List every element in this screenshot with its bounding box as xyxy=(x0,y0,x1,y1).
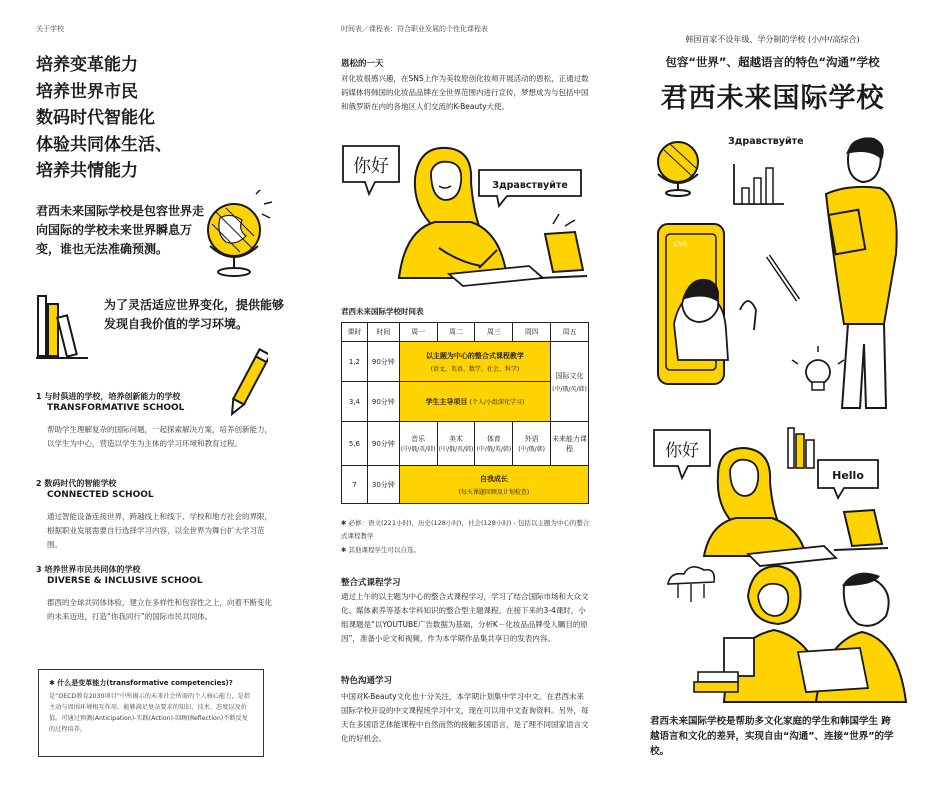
integrated-course-cell xyxy=(399,342,550,382)
panel-about xyxy=(0,0,309,794)
point-body: 郡西的全球共同体体验，建立在多样性和包容性之上，向着不断变化的未来迈进，打造“你我同行”的国际市民共同体。 xyxy=(47,598,272,621)
panel-cover xyxy=(618,0,927,794)
timetable-title: 君西未来国际学校时间表 xyxy=(341,307,424,316)
table-header-cell: 周一 xyxy=(399,323,437,342)
cell-sub: (中/俄/英/韩) xyxy=(400,446,436,453)
student-project-cell xyxy=(399,382,550,422)
books-icon xyxy=(36,292,92,364)
foreign-language-cell xyxy=(513,422,551,466)
period-cell: 5,6 xyxy=(342,422,368,466)
table-header-cell: 周三 xyxy=(475,323,513,342)
cell-main: 以主题为中心的整合式课程教学 xyxy=(425,351,524,360)
period-cell: 3,4 xyxy=(342,382,368,422)
period-cell: 1,2 xyxy=(342,342,368,382)
table-header-cell: 课时 xyxy=(342,323,368,342)
cell-sub: (每天课题回顾及计划检查) xyxy=(458,488,530,496)
cell-sub: (语文、英语、数学、社会、科学) xyxy=(430,365,520,373)
cell-main: 自我成长 xyxy=(479,474,508,483)
definition-box xyxy=(38,669,264,757)
speech-left-text: 你好 xyxy=(353,156,389,177)
timetable xyxy=(341,322,589,504)
point-body: 通过智能设备连接世界，跨越线上和线下、学校和地方社会的界限，根据职业发展需要自行选择学习内容，以全世界为舞台扩大学习范围。 xyxy=(47,512,272,549)
panel-header: 关于学校 xyxy=(36,25,64,33)
cell-sub: (中/俄/英/韩) xyxy=(438,446,474,453)
point-connected xyxy=(36,478,276,552)
cell-main: 体育 xyxy=(486,435,501,443)
point-en-title: DIVERSE & INCLUSIVE SCHOOL xyxy=(47,576,203,586)
timetable-note: ✱ 其他课程学生可以自选。 xyxy=(341,546,421,554)
music-cell xyxy=(399,422,437,466)
time-cell: 90分钟 xyxy=(367,342,399,382)
international-culture-cell xyxy=(551,342,589,422)
cover-subtitle: 韩国首家不设年级、学分制的学校 (小/中/高综合) xyxy=(685,35,860,44)
table-row xyxy=(342,422,589,466)
table-header-cell: 周四 xyxy=(513,323,551,342)
cover-footer: 君西未来国际学校是帮助多文化家庭的学生和韩国学生 跨越语言和文化的差异，实现自由“沟通”、连接“世界”的学校。 xyxy=(650,716,894,757)
integrated-body: 通过上午的以主题为中心的整合式课程学习，学习了结合国际市场和大众文化、媒体素养等基本学科知识的整合型主题课程。在接下来的3-4课时，小组课题是“以YOUTUBE广告数据为基础，分析K－化妆品品牌受人瞩目的原因”，准备小论文和视频，作为本学期作品集共享日的发表内容。 xyxy=(341,592,589,643)
point-title: 2 数码时代的智能学校 xyxy=(36,479,117,488)
point-en-title: CONNECTED SCHOOL xyxy=(47,490,154,500)
table-row xyxy=(342,466,589,504)
headline-line: 培养变革能力 xyxy=(36,55,138,75)
point-title: 1 与时俱进的学校，培养创新能力的学校 xyxy=(36,392,181,401)
panel-header: 时间表／课程表：符合职业发展的个性化课程表 xyxy=(341,25,488,33)
cell-sub: (中/俄/韩) xyxy=(518,446,546,453)
students-communicating-illustration xyxy=(648,426,910,706)
lead-text: 君西未来国际学校是包容世界走向国际的学校未来世界瞬息万变，谁也无法准确预测。 xyxy=(36,204,205,256)
table-header-row xyxy=(342,323,589,342)
day-title: 恩松的一天 xyxy=(341,59,384,69)
sub-lead-text: 为了灵活适应世界变化，提供能够发现自我价值的学习环境。 xyxy=(104,298,285,331)
headline xyxy=(36,52,172,185)
future-ability-cell: 未来能力课程 xyxy=(551,422,589,466)
point-body: 帮助学生理解复杂的国际问题，一起探索解决方案，培养创新能力，以学生为中心，营造以学生为主体的学习环境和教育过程。 xyxy=(47,425,272,448)
live-stream-illustration xyxy=(648,124,908,414)
cell-main: 外语 xyxy=(524,435,539,443)
point-transformative xyxy=(36,391,276,451)
headline-line: 数码时代智能化 xyxy=(36,108,155,128)
communication-title: 特色沟通学习 xyxy=(341,676,393,686)
student-studying-illustration xyxy=(339,138,591,288)
cell-main: 学生主导项目 xyxy=(425,397,468,406)
table-header-cell: 周二 xyxy=(437,323,475,342)
headline-line: 体验共同体生活、 xyxy=(36,134,172,155)
speech-hello-text: Hello xyxy=(832,469,864,482)
table-header-cell: 时间 xyxy=(367,323,399,342)
integrated-title: 整合式课程学习 xyxy=(341,578,401,588)
cover-title: 君西未来国际学校 xyxy=(660,83,885,114)
headline-line: 培养世界市民 xyxy=(36,81,138,102)
speech-right-text: Здравствуйте xyxy=(492,180,568,191)
cell-main: 国际文化 xyxy=(555,371,584,380)
time-cell: 90分钟 xyxy=(367,422,399,466)
cell-main: 音乐 xyxy=(411,435,426,443)
headline-line: 培养共情能力 xyxy=(36,161,138,181)
period-cell: 7 xyxy=(342,466,368,504)
communication-body: 中国对K-Beauty文化也十分关注，本学期计划集中学习中文。在君西未来国际学校开设的中文课程班学习中文，现在可以用中文查询资料。另外，每天在多国语艺体能课程中自然而然的接触多国语言，是了理不同国家语言文化的好机会。 xyxy=(341,692,589,743)
panel-timetable xyxy=(309,0,618,794)
day-body: 对化妆很感兴趣，在SNS上作为美妆原创化妆师开展活动的恩松，正通过数码媒体将韩国的化妆品品牌在全世界范围内进行宣传，梦想成为与包括中国和俄罗斯在内的各地区人们交流的K-Beauty大使。 xyxy=(341,74,589,111)
cell-sub: (中/俄/英/韩) xyxy=(552,385,587,393)
point-diverse xyxy=(36,564,276,624)
table-row xyxy=(342,342,589,382)
speech-top-text: Здравствуйте xyxy=(728,136,804,147)
globe-icon xyxy=(196,190,276,280)
pe-cell xyxy=(475,422,513,466)
definition-body: 是“OECD教育2030项目”中所揭示的未来社会所需的个人核心能力，是指主动与周围环境相互作用，能够满足复杂要求的知识、技术、态度以及价值。可通过预测(Anticipation)-实践(Action)-回顾(Reflection)不断反复的过程培养。 xyxy=(49,693,250,733)
cell-sub: (中/俄/英/韩) xyxy=(476,446,512,453)
time-cell: 30分钟 xyxy=(367,466,399,504)
time-cell: 90分钟 xyxy=(367,382,399,422)
point-en-title: TRANSFORMATIVE SCHOOL xyxy=(47,403,185,413)
timetable-note: ✱ 必修：语文(221小时)，历史(128小时)，社会(128小时) - 包括以主题为中心的整合式课程教学 xyxy=(341,519,590,540)
table-header-cell: 周五 xyxy=(551,323,589,342)
definition-title: ✱ 什么是变革能力(transformative competencies)? xyxy=(49,679,233,687)
cell-sub: (个人/小组深化学习) xyxy=(469,398,525,406)
live-label: LIVE xyxy=(674,241,688,248)
point-title: 3 培养世界市民共同体的学校 xyxy=(36,565,141,574)
self-growth-cell xyxy=(399,466,588,504)
art-cell xyxy=(437,422,475,466)
speech-mid-text: 你好 xyxy=(665,441,699,461)
cover-tagline: 包容“世界”、超越语言的特色“沟通”学校 xyxy=(665,55,880,69)
cell-main: 美术 xyxy=(449,435,463,443)
